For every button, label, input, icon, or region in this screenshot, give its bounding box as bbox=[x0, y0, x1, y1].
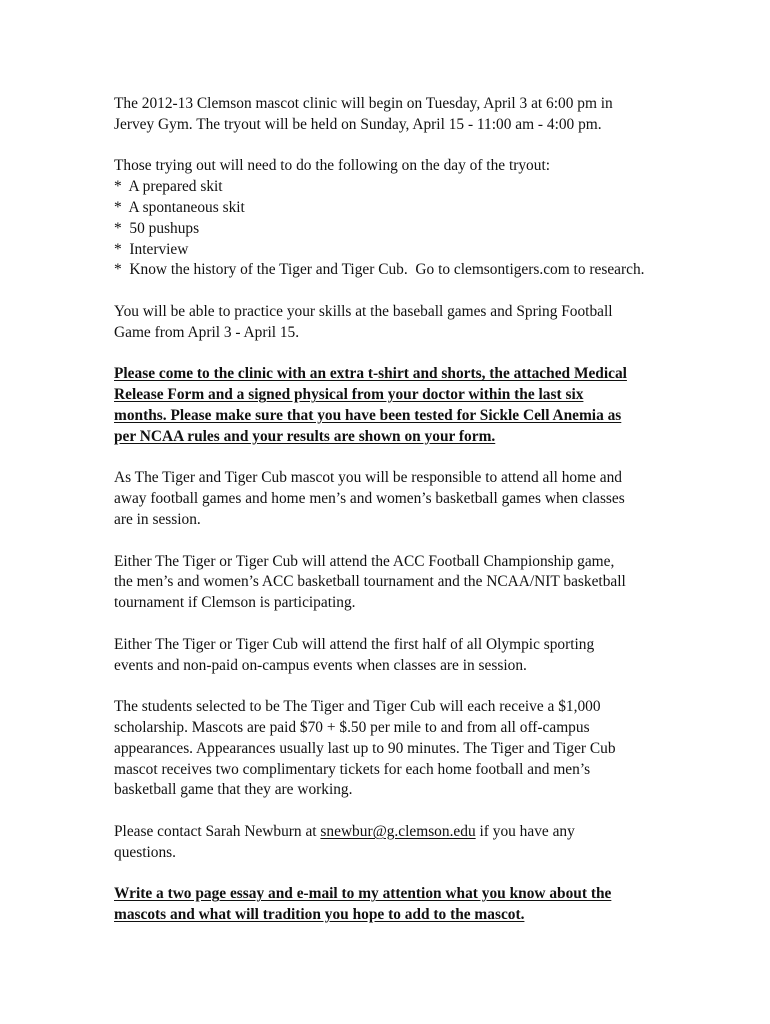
practice-line-1: You will be able to practice your skills at the baseball games and Spring Football bbox=[114, 302, 613, 320]
requirement-item: * A spontaneous skit bbox=[114, 198, 245, 216]
clinic-notice-paragraph bbox=[114, 364, 734, 447]
email-link[interactable]: snewbur@g.clemson.edu bbox=[320, 822, 476, 840]
contact-suffix: if you have any bbox=[475, 822, 575, 840]
essay-line-2: mascots and what will tradition you hope to add to the mascot. bbox=[114, 906, 525, 924]
requirement-item: * Interview bbox=[114, 240, 189, 258]
clinic-notice-line-3: months. Please make sure that you have been tested for Sickle Cell Anemia as bbox=[114, 406, 622, 424]
championships-line-2: the men’s and women’s ACC basketball tournament and the NCAA/NIT basketball bbox=[114, 573, 626, 591]
practice-line-2: Game from April 3 - April 15. bbox=[114, 323, 300, 341]
contact-paragraph bbox=[114, 822, 734, 864]
requirements-section bbox=[114, 156, 734, 281]
scholarship-line-4: mascot receives two complimentary tickets for each home football and men’s bbox=[114, 760, 591, 778]
responsibility-line-1: As The Tiger and Tiger Cub mascot you will be responsible to attend all home and bbox=[114, 469, 622, 487]
intro-line-2: Jervey Gym. The tryout will be held on Sunday, April 15 - 11:00 am - 4:00 pm. bbox=[114, 115, 602, 133]
requirement-item: * Know the history of the Tiger and Tiger Cub. Go to clemsontigers.com to research. bbox=[114, 261, 645, 279]
requirement-item: * A prepared skit bbox=[114, 178, 223, 196]
scholarship-paragraph bbox=[114, 697, 734, 801]
championships-paragraph bbox=[114, 552, 734, 614]
clinic-notice-line-4: per NCAA rules and your results are shown on your form. bbox=[114, 427, 496, 445]
practice-paragraph bbox=[114, 302, 734, 344]
olympic-line-1: Either The Tiger or Tiger Cub will attend the first half of all Olympic sporting bbox=[114, 635, 595, 653]
contact-prefix: Please contact Sarah Newburn at bbox=[114, 822, 321, 840]
intro-paragraph bbox=[114, 94, 734, 136]
responsibility-paragraph bbox=[114, 468, 734, 530]
document-page bbox=[114, 94, 734, 947]
scholarship-line-3: appearances. Appearances usually last up to 90 minutes. The Tiger and Tiger Cub bbox=[114, 739, 616, 757]
championships-line-3: tournament if Clemson is participating. bbox=[114, 594, 356, 612]
championships-line-1: Either The Tiger or Tiger Cub will attend the ACC Football Championship game, bbox=[114, 552, 615, 570]
responsibility-line-3: are in session. bbox=[114, 510, 201, 528]
essay-paragraph bbox=[114, 884, 734, 926]
olympic-paragraph bbox=[114, 635, 734, 677]
requirement-item: * 50 pushups bbox=[114, 219, 200, 237]
clinic-notice-line-1: Please come to the clinic with an extra t-shirt and shorts, the attached Medical bbox=[114, 365, 627, 383]
requirements-heading: Those trying out will need to do the following on the day of the tryout: bbox=[114, 157, 550, 175]
scholarship-line-1: The students selected to be The Tiger and Tiger Cub will each receive a $1,000 bbox=[114, 698, 601, 716]
essay-line-1: Write a two page essay and e-mail to my attention what you know about the bbox=[114, 885, 612, 903]
scholarship-line-5: basketball game that they are working. bbox=[114, 781, 353, 799]
contact-line-2: questions. bbox=[114, 843, 176, 861]
responsibility-line-2: away football games and home men’s and women’s basketball games when classes bbox=[114, 490, 625, 508]
intro-line-1: The 2012-13 Clemson mascot clinic will begin on Tuesday, April 3 at 6:00 pm in bbox=[114, 95, 613, 112]
contact-line-1 bbox=[114, 822, 734, 843]
scholarship-line-2: scholarship. Mascots are paid $70 + $.50 per mile to and from all off-campus bbox=[114, 718, 590, 736]
clinic-notice-line-2: Release Form and a signed physical from your doctor within the last six bbox=[114, 386, 584, 404]
olympic-line-2: events and non-paid on-campus events when classes are in session. bbox=[114, 656, 527, 674]
